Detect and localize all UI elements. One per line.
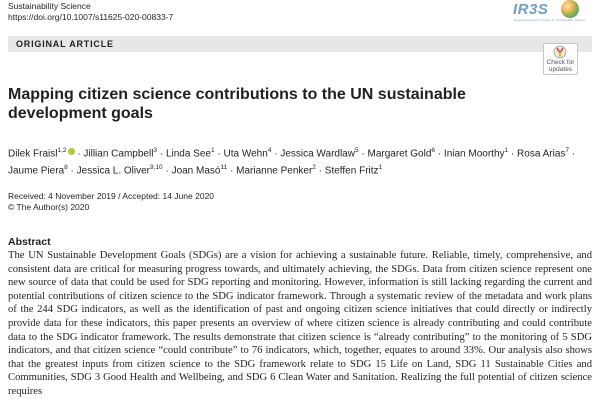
author-affiliation: 1: [210, 147, 215, 154]
author-affiliation: 1,2: [57, 147, 67, 154]
author-separator: ·: [227, 165, 237, 177]
author-name[interactable]: Marianne Penker: [236, 165, 313, 177]
author-affiliation: 4: [267, 147, 272, 154]
doi-link[interactable]: https://doi.org/10.1007/s11625-020-00833-7: [8, 12, 174, 22]
author-separator: ·: [271, 148, 281, 160]
orcid-icon[interactable]: [68, 148, 75, 155]
author-list: [8, 144, 593, 179]
abstract-text: The UN Sustainable Development Goals (SDGs) are a vision for achieving a sustainable future. Reliable, timely, comprehensive, and consistent data are critical for measuring progress towards, and ultimately achieving, the SDGs. Data from citizen science represent one new source of data that could be used for SDG reporting and monitoring. However, information is still lacking regarding the current and potential contributions of citizen science to the SDG indicator framework. Through a systematic review of the metadata and work plans of the 244 SDG indicators, as well as the identification of past and ongoing citizen science initiatives that could directly or indirectly provide data for these indicators, this paper presents an overview of where citizen science is already contributing and could contribute data to the SDG indicator framework. The results demonstrate that citizen science is “already contributing” to the monitoring of 5 SDG indicators, and that citizen science “could contribute” to 76 indicators, which, together, equates to around 33%. Our analysis also shows that the greatest inputs from citizen science to the SDG framework relate to SDG 15 Life on Land, SDG 11 Sustainable Cities and Communities, SDG 3 Good Health and Wellbeing, and SDG 6 Clean Water and Sanitation. Realizing the full potential of citizen science requires: [8, 250, 592, 397]
author-name[interactable]: Inian Moorthy: [443, 148, 505, 160]
author-affiliation: 5: [354, 147, 359, 154]
journal-name: Sustainability Science: [8, 1, 91, 11]
author-name[interactable]: Dilek Fraisl: [8, 148, 58, 160]
author-name[interactable]: Joan Masó: [171, 165, 221, 177]
author-affiliation: 11: [220, 164, 228, 172]
author-name[interactable]: Linda See: [165, 148, 211, 160]
author-name[interactable]: Jessica Wardlaw: [280, 148, 355, 160]
article-type-bar: [8, 36, 592, 52]
author-separator: ·: [157, 148, 166, 160]
author-separator: ·: [315, 165, 325, 177]
globe-icon: [561, 0, 579, 18]
logo-subtext: Integrated Research System for Sustainability Science: [513, 18, 586, 22]
article-type-label: ORIGINAL ARTICLE: [16, 39, 114, 49]
author-name[interactable]: Rosa Arias: [517, 148, 566, 160]
author-affiliation: 6: [431, 147, 436, 154]
author-separator: ·: [67, 165, 77, 177]
author-name[interactable]: Steffen Fritz: [324, 165, 379, 177]
author-separator: ·: [214, 148, 224, 160]
author-affiliation: 7: [565, 147, 570, 154]
author-affiliation: 9,10: [150, 164, 163, 172]
author-affiliation: 1: [504, 147, 509, 154]
author-name[interactable]: Jessica L. Oliver: [76, 165, 151, 177]
updates-label: [544, 59, 577, 73]
author-name[interactable]: Jillian Campbell: [83, 148, 154, 160]
author-separator: ·: [569, 148, 576, 160]
author-affiliation: 1: [378, 164, 383, 172]
author-affiliation: 3: [153, 147, 158, 154]
author-separator: ·: [358, 148, 368, 160]
paper-title: Mapping citizen science contributions to the UN sustainable development goals: [8, 86, 466, 122]
author-name[interactable]: Margaret Gold: [367, 148, 432, 160]
crossmark-icon: [553, 45, 567, 59]
copyright-notice: © The Author(s) 2020: [8, 202, 90, 212]
author-name[interactable]: Jaume Piera: [8, 165, 65, 177]
author-affiliation: 8: [64, 164, 68, 172]
author-name[interactable]: Uta Wehn: [223, 148, 268, 160]
updates-line2: updates: [548, 66, 573, 73]
author-separator: ·: [435, 148, 444, 160]
received-accepted-dates: Received: 4 November 2019 / Accepted: 14 June 2020: [8, 191, 215, 201]
author-separator: ·: [508, 148, 518, 160]
author-separator: ·: [74, 148, 84, 160]
abstract-heading: Abstract: [8, 236, 51, 248]
author-separator: ·: [162, 165, 172, 177]
journal-logo: [513, 0, 586, 22]
check-for-updates-button[interactable]: [543, 43, 578, 75]
author-affiliation: 2: [312, 164, 316, 172]
updates-line1: Check for: [546, 59, 575, 66]
logo-text: IR3S: [513, 1, 549, 18]
